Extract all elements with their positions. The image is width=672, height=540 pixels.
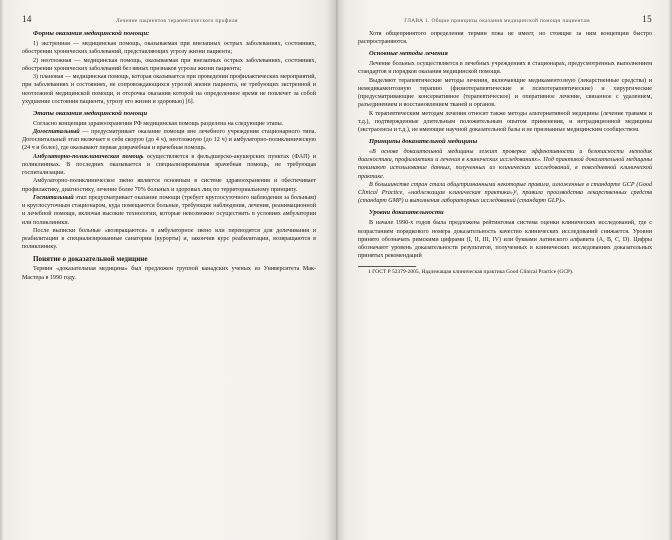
para-outpatient-text: осуществляется в фельдшерско-акушерских пунктах (ФАП) и поликлиниках. В последних оказывается и специализированная врачебная помощь, не требующая госпитализации. (22, 153, 316, 177)
para-rating-system: В начале 1990-х годов была предложена рейтинговая система оценки клинических исследований, где с возрастанием порядкового номера доказательность качество клинических исследований снижается. Уровни принято обозначать римскими цифрами (I, II, III, IV) или буквами латинского алфавита (A, B, C, D). Цифры обозначают уровень доказательности результатов, полученных в клинических исследованиях доказательных принятых рекомендаций (358, 220, 652, 260)
para-outpatient (22, 153, 316, 178)
para-evidence-quote: «В основе доказательной медицины лежит проверка эффективности и безопасности методик диагностики, профилактики и лечения в клинических исследованиях». Под практикой доказательной медицины понимают использование данных, полученных из клинических исследований, в повседневной клинической практике. (358, 148, 652, 180)
para-urgent: 2) неотложная — медицинская помощь, оказываемая при внезапных острых заболеваниях, состояниях, обострении хронических заболеваний без явных признаков угрозы жизни пациента; (22, 57, 316, 72)
para-treatment-types: Выделяют терапевтические методы лечения, включающие медикаментозную (лекарственные средства) и немедикаментозную терапию (физиотерапевтические и психотерапевтические) и хирургические (предусматривающие консервативное (терапевтическое) и оперативное лечение, связанное с удалением, разъединением и восстановлением тканей и органов. (358, 77, 652, 109)
right-running-head-text: ГЛАВА 1. Общие принципы оказания медицинской помощи пациентам (404, 18, 591, 24)
left-running-head (22, 14, 316, 23)
left-running-head-text: Лечение пациентов терапевтического профиля (116, 18, 238, 24)
para-rehabilitation: После выписки больные «возвращаются» в амбулаторное звено или переводятся для долечивания и реабилитации в специализированные санатории (курорты) и, закончив курс реабилитации, возвращаются в поликлинику. (22, 227, 316, 251)
heading-evidence-levels: Уровни доказательности (369, 209, 444, 217)
para-evidence-term: Термин «доказательная медицина» был предложен группой канадских ученых из Университета Мак-Мастера в 1990 году. (22, 266, 316, 281)
runin-outpatient: Амбулаторно-поликлиническая помощь (33, 153, 144, 160)
footnote-divider (358, 266, 416, 267)
right-folio: 15 (642, 14, 652, 24)
para-stages-intro: Согласно концепции здравоохранения РФ медицинская помощь разделена на следующие этапы. (33, 120, 284, 127)
heading-evidence-based-concept: Понятие о доказательной медицине (33, 255, 148, 264)
para-gcp: В большинстве стран стали общепризнанными некоторые правила, изложенные в стандарте GCP (Good Clinical Practice, «надлежащая клиническая практика»)¹, правила производства лекарственных средств (стандарт GMP) и выполнения лабораторных исследований (стандарт GLP)». (358, 181, 652, 205)
right-page (336, 0, 672, 540)
right-text-column (358, 30, 652, 276)
para-planned: 3) плановая — медицинская помощь, которая оказывается при проведении профилактических мероприятий, при заболеваниях и состояниях, не сопровождающихся угрозой жизни пациента, не требующих экстренной и неотложной медицинской помощи, и отсрочка оказания которой на определенное время не повлечет за собой ухудшение состояния пациента, угрозу его жизни и здоровью) [6]. (22, 74, 316, 105)
book-gutter (336, 0, 339, 540)
para-hospitalization-text: этап предусматривает оказание помощи (требует круглосуточного наблюдения за больным) и круглосуточным стационаром, куда помещаются больные, требующие наблюдения, лечения, реанимационной и лечебной помощи, включая высокие технологии, которые невозможно осуществить в условиях амбулатории или поликлиники. (22, 194, 316, 226)
left-folio: 14 (22, 14, 32, 24)
left-text-column (22, 30, 316, 282)
para-prehospital-text: — предусматривает оказание помощи вне лечебного учреждения стационарного типа. Догоспитальный этап включает в себя скорую (до 4 ч), неотложную (до 12 ч) и амбулаторно-поликлиническую (24 ч и более), где оказывают первая доврачебная и врачебная помощь. (22, 128, 316, 152)
para-emergency: 1) экстренная — медицинская помощь, оказываемая при внезапных острых заболеваниях, состояниях, обострении хронических заболеваний, представляющих угрозу жизни пациента; (22, 41, 316, 56)
runin-prehospital: Догоспитальный (33, 128, 80, 135)
para-treatment-institutions: Лечение больных осуществляется в лечебных учреждениях в стационарах, предусмотренных выполнением стандартов и порядков оказания медицинской помощи. (358, 61, 652, 76)
footnote-gcp: 1 ГОСТ Р 52379-2005, Надлежащая клиническая практика Good Clinical Practice (GCP). (368, 269, 574, 276)
para-outpatient-system: Амбулаторно-поликлиническое звено является основным в системе здравоохранения и обеспечивает профилактику, диагностику, лечение более 70% больных и здоровых лиц по территориальному принципу. (22, 178, 316, 193)
left-page-gutter-shadow (326, 0, 336, 540)
left-page-outer-edge (0, 0, 4, 540)
runin-hospitalization: Госпитальный (33, 194, 74, 201)
para-hospitalization (22, 194, 316, 227)
right-page-outer-edge (668, 0, 672, 540)
para-prehospital (22, 128, 316, 153)
heading-main-treatment-methods: Основные методы лечения (369, 50, 448, 57)
heading-stages-of-care: Этапы оказания медицинской помощи (33, 109, 148, 117)
para-evidence-methods: К терапевтическим методам лечения относят также методы альтернативной медицины (лечение травами и т.д.), подтвержденные длительным положительным опытом применения, и нетрадиционной медицины (экстрасенсы и т.д.), не имеющие научной доказательной базы и не признанные медицинским сообществом. (358, 110, 652, 134)
right-running-head (358, 14, 652, 23)
heading-principles-evidence-medicine: Принципы доказательной медицины (369, 137, 478, 145)
heading-forms-of-care: Формы оказания медицинской помощи: (33, 30, 150, 37)
para-term-spread: Хотя общепринятого определения термин пока не имеет, но стоящие за ним концепции быстро распространяются. (358, 31, 652, 46)
